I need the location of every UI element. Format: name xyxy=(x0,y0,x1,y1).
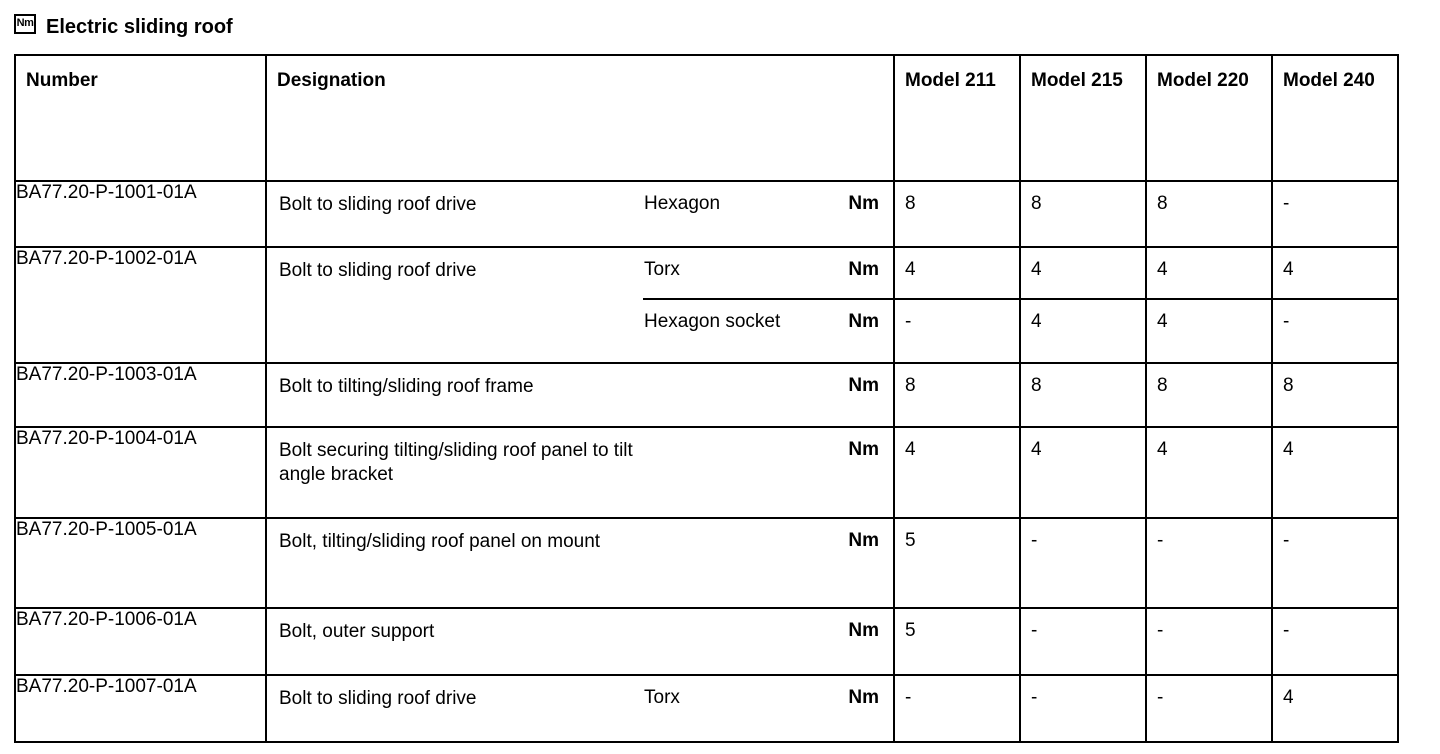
torque-value: - xyxy=(905,311,912,332)
designation-line xyxy=(267,428,893,485)
designation-line xyxy=(267,519,893,569)
torque-value-cell-model-220 xyxy=(1146,518,1272,608)
torque-value: 4 xyxy=(905,439,916,460)
torque-value-cell-model-240 xyxy=(1272,363,1398,427)
torque-value: 5 xyxy=(905,530,916,551)
torque-value-line xyxy=(1021,364,1145,414)
unit-label: Nm xyxy=(848,439,879,460)
torque-value: - xyxy=(1157,687,1164,708)
unit-label: Nm xyxy=(848,375,879,396)
designation-line xyxy=(267,182,893,232)
torque-value: - xyxy=(1283,311,1290,332)
designation-text: Bolt, outer support xyxy=(279,621,435,642)
table-body xyxy=(15,181,1398,742)
column-header-model-240: Model 240 xyxy=(1272,55,1398,181)
designation-text: Bolt to sliding roof drive xyxy=(279,260,477,281)
torque-value-cell-model-240 xyxy=(1272,608,1398,675)
torque-value: 8 xyxy=(905,375,916,396)
column-header-model-211: Model 211 xyxy=(894,55,1020,181)
designation-text: Bolt to sliding roof drive xyxy=(279,688,477,709)
designation-text: Bolt securing tilting/sliding roof panel to tilt angle bracket xyxy=(279,440,633,485)
torque-value: 4 xyxy=(1031,439,1042,460)
torque-value: 4 xyxy=(1283,259,1294,280)
torque-value: - xyxy=(1283,530,1290,551)
table-row xyxy=(15,518,1398,608)
designation-line xyxy=(267,364,893,414)
torque-value: 8 xyxy=(1283,375,1294,396)
column-header-number: Number xyxy=(15,55,266,181)
torque-value-cell-model-220 xyxy=(1146,427,1272,518)
torque-value-line xyxy=(1147,428,1271,478)
torque-value: - xyxy=(1031,687,1038,708)
torque-value-line xyxy=(1273,676,1397,726)
torque-value-cell-model-240 xyxy=(1272,247,1398,363)
torque-value-line xyxy=(1147,298,1271,350)
torque-value-line xyxy=(1147,519,1271,569)
designation-cell xyxy=(266,518,894,608)
torque-value-line xyxy=(1147,609,1271,659)
torque-value-line xyxy=(1273,428,1397,478)
torque-value-cell-model-220 xyxy=(1146,675,1272,742)
page-title: Electric sliding roof xyxy=(46,15,233,38)
torque-value-line xyxy=(1147,182,1271,232)
part-number-cell: BA77.20-P-1003-01A xyxy=(15,363,266,427)
torque-value-line xyxy=(1273,609,1397,659)
torque-value-line xyxy=(1273,248,1397,298)
torque-value-cell-model-211 xyxy=(894,518,1020,608)
table-row xyxy=(15,427,1398,518)
column-header-model-220: Model 220 xyxy=(1146,55,1272,181)
designation-cell xyxy=(266,675,894,742)
torque-value-cell-model-240 xyxy=(1272,427,1398,518)
column-header-designation: Designation xyxy=(266,55,894,181)
torque-value: - xyxy=(1031,530,1038,551)
torque-value-line xyxy=(1021,298,1145,350)
torque-value: 4 xyxy=(905,259,916,280)
torque-value-cell-model-211 xyxy=(894,363,1020,427)
designation-cell xyxy=(266,363,894,427)
designation-line xyxy=(267,248,893,298)
page-header xyxy=(14,13,233,41)
designation-cell xyxy=(266,427,894,518)
unit-label: Nm xyxy=(848,687,879,708)
fastener-type-label: Torx xyxy=(644,259,680,280)
torque-value-line xyxy=(1147,248,1271,298)
torque-value-cell-model-220 xyxy=(1146,247,1272,363)
unit-label: Nm xyxy=(848,259,879,280)
table-row xyxy=(15,181,1398,247)
designation-text: Bolt, tilting/sliding roof panel on mount xyxy=(279,531,601,552)
torque-value: 4 xyxy=(1031,259,1042,280)
torque-value-line xyxy=(895,364,1019,414)
torque-value-line xyxy=(1021,609,1145,659)
torque-value-line xyxy=(1147,676,1271,726)
torque-value-cell-model-215 xyxy=(1020,181,1146,247)
torque-value: 4 xyxy=(1283,439,1294,460)
torque-value-cell-model-220 xyxy=(1146,363,1272,427)
designation-cell xyxy=(266,608,894,675)
part-number-cell: BA77.20-P-1001-01A xyxy=(15,181,266,247)
torque-value-line xyxy=(1273,519,1397,569)
torque-value-line xyxy=(1021,676,1145,726)
torque-value-cell-model-211 xyxy=(894,608,1020,675)
designation-line xyxy=(267,676,893,726)
torque-value: 4 xyxy=(1157,439,1168,460)
torque-value-line xyxy=(895,609,1019,659)
table-row xyxy=(15,675,1398,742)
part-number-cell: BA77.20-P-1005-01A xyxy=(15,518,266,608)
torque-value-cell-model-240 xyxy=(1272,518,1398,608)
torque-value-cell-model-215 xyxy=(1020,518,1146,608)
torque-value-cell-model-215 xyxy=(1020,363,1146,427)
designation-cell xyxy=(266,247,894,363)
table-header-row xyxy=(15,55,1398,181)
torque-value: 8 xyxy=(905,193,916,214)
torque-value: 8 xyxy=(1031,375,1042,396)
torque-value-cell-model-211 xyxy=(894,675,1020,742)
torque-value: - xyxy=(905,687,912,708)
designation-text: Bolt to sliding roof drive xyxy=(279,194,477,215)
unit-label: Nm xyxy=(848,530,879,551)
part-number-cell: BA77.20-P-1006-01A xyxy=(15,608,266,675)
unit-label: Nm xyxy=(848,193,879,214)
designation-text: Bolt to tilting/sliding roof frame xyxy=(279,376,534,397)
torque-value-cell-model-211 xyxy=(894,427,1020,518)
table-row xyxy=(15,247,1398,363)
torque-value: 8 xyxy=(1031,193,1042,214)
torque-spec-table xyxy=(14,54,1399,743)
torque-value-cell-model-240 xyxy=(1272,675,1398,742)
torque-value-line xyxy=(1021,182,1145,232)
torque-value-cell-model-220 xyxy=(1146,608,1272,675)
torque-value-line xyxy=(1147,364,1271,414)
designation-cell xyxy=(266,181,894,247)
torque-value-line xyxy=(1273,298,1397,350)
torque-value-line xyxy=(895,248,1019,298)
torque-value: - xyxy=(1031,620,1038,641)
torque-value-cell-model-215 xyxy=(1020,608,1146,675)
unit-label: Nm xyxy=(848,311,879,332)
torque-value-line xyxy=(1021,248,1145,298)
torque-value: 8 xyxy=(1157,193,1168,214)
torque-value: - xyxy=(1157,620,1164,641)
torque-value-line xyxy=(1021,428,1145,478)
designation-line xyxy=(643,298,893,350)
torque-value-cell-model-240 xyxy=(1272,181,1398,247)
torque-value-line xyxy=(895,298,1019,350)
torque-value: - xyxy=(1157,530,1164,551)
torque-value-cell-model-215 xyxy=(1020,247,1146,363)
fastener-type-label: Hexagon socket xyxy=(644,311,781,332)
torque-value-cell-model-215 xyxy=(1020,675,1146,742)
torque-value-line xyxy=(1021,519,1145,569)
torque-value: 5 xyxy=(905,620,916,641)
torque-value-cell-model-211 xyxy=(894,247,1020,363)
torque-value-cell-model-220 xyxy=(1146,181,1272,247)
torque-value-line xyxy=(895,676,1019,726)
table-row xyxy=(15,608,1398,675)
fastener-type-label: Hexagon xyxy=(644,193,721,214)
torque-value-line xyxy=(895,182,1019,232)
column-header-model-215: Model 215 xyxy=(1020,55,1146,181)
fastener-type-label: Torx xyxy=(644,687,680,708)
torque-nm-icon: Nm xyxy=(14,14,36,34)
torque-value-cell-model-211 xyxy=(894,181,1020,247)
designation-line xyxy=(267,609,893,659)
torque-value-line xyxy=(1273,182,1397,232)
unit-label: Nm xyxy=(848,620,879,641)
table-row xyxy=(15,363,1398,427)
torque-value-line xyxy=(1273,364,1397,414)
torque-value-cell-model-215 xyxy=(1020,427,1146,518)
torque-value-line xyxy=(895,428,1019,478)
torque-value: 4 xyxy=(1031,311,1042,332)
torque-value: - xyxy=(1283,620,1290,641)
torque-value-line xyxy=(895,519,1019,569)
torque-value: 4 xyxy=(1283,687,1294,708)
torque-value: 4 xyxy=(1157,259,1168,280)
torque-value: - xyxy=(1283,193,1290,214)
part-number-cell: BA77.20-P-1002-01A xyxy=(15,247,266,363)
torque-value: 4 xyxy=(1157,311,1168,332)
torque-value: 8 xyxy=(1157,375,1168,396)
part-number-cell: BA77.20-P-1004-01A xyxy=(15,427,266,518)
part-number-cell: BA77.20-P-1007-01A xyxy=(15,675,266,742)
